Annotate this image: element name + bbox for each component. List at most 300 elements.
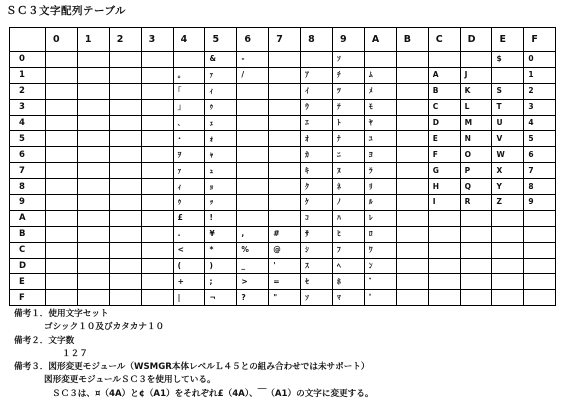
char-cell: - [237,52,269,68]
char-cell: B [428,83,460,99]
char-cell: , [237,226,269,242]
char-cell: 0 [524,52,556,68]
char-cell: ｧ [205,67,237,83]
column-header: A [364,28,396,52]
char-cell [396,226,428,242]
char-cell: T [492,99,524,115]
char-cell [396,52,428,68]
char-cell: % [237,242,269,258]
table-header-row [10,28,556,52]
note-line: 図形変更モジュールＳＣ３を使用している。 [44,375,216,386]
note-line: ＳＣ３は、¤（4A）と¢（A1）をそれぞれ£（4A）、￣（A1）の文字に変更する。 [52,388,374,399]
char-cell [428,210,460,226]
char-cell: ｣ [173,99,205,115]
char-cell [524,258,556,274]
char-cell [428,226,460,242]
char-cell [141,83,173,99]
char-cell: ｨ [205,83,237,99]
char-cell [141,147,173,163]
char-cell [109,179,141,195]
char-cell [77,163,109,179]
column-header: 3 [141,28,173,52]
char-cell [396,83,428,99]
char-cell [46,290,78,306]
char-cell: ﾞ [364,274,396,290]
char-cell: ｶ [301,147,333,163]
char-cell [301,52,333,68]
char-cell: ｼ [301,242,333,258]
char-cell: ｮ [205,179,237,195]
char-cell [46,52,78,68]
char-cell: ﾛ [364,226,396,242]
column-header: 6 [237,28,269,52]
char-cell [237,179,269,195]
char-cell: ･ [173,131,205,147]
table-row [10,290,556,306]
char-cell [460,226,492,242]
table-row [10,210,556,226]
char-cell [237,99,269,115]
char-cell: 1 [524,67,556,83]
table-row [10,242,556,258]
char-cell [77,258,109,274]
char-cell: J [460,67,492,83]
char-cell [109,290,141,306]
char-cell: ﾍ [333,258,365,274]
char-cell: P [460,163,492,179]
char-cell: H [428,179,460,195]
char-cell [492,290,524,306]
note-line: 備考１．使用文字セット [14,309,109,319]
char-cell: ｯ [205,195,237,211]
char-cell [524,290,556,306]
char-cell [77,226,109,242]
char-cell [428,52,460,68]
char-cell: ﾗ [364,163,396,179]
char-cell [492,210,524,226]
char-cell [46,274,78,290]
char-cell: ﾝ [364,258,396,274]
char-cell: " [269,290,301,306]
row-header: B [10,226,46,242]
char-cell: ｡ [173,67,205,83]
table-row [10,52,556,68]
char-cell: ﾏ [333,290,365,306]
char-cell [237,83,269,99]
char-cell: C [428,99,460,115]
char-cell [141,226,173,242]
char-cell [396,242,428,258]
char-cell: V [492,131,524,147]
char-cell: ｿ [301,290,333,306]
char-cell [269,115,301,131]
char-cell: ｱ [301,67,333,83]
char-cell [269,210,301,226]
char-cell [492,274,524,290]
char-cell [109,195,141,211]
column-header: C [428,28,460,52]
row-header: 3 [10,99,46,115]
char-cell [364,52,396,68]
char-cell: ｫ [205,131,237,147]
char-cell [109,99,141,115]
note-line: 備考２．文字数 [14,335,75,346]
row-header: 2 [10,83,46,99]
char-cell [141,163,173,179]
row-header: A [10,210,46,226]
char-cell: ｽ [301,258,333,274]
char-cell: 9 [524,195,556,211]
char-cell: 8 [524,179,556,195]
char-cell [77,131,109,147]
column-header: 8 [301,28,333,52]
char-cell [46,163,78,179]
row-header: F [10,290,46,306]
char-cell: U [492,115,524,131]
char-cell [524,226,556,242]
char-cell [46,258,78,274]
char-cell [492,226,524,242]
char-cell: X [492,163,524,179]
char-cell: > [237,274,269,290]
char-cell [269,52,301,68]
char-cell [141,115,173,131]
char-cell [109,258,141,274]
char-cell [460,274,492,290]
column-header: 2 [109,28,141,52]
table-row [10,163,556,179]
char-cell [396,67,428,83]
char-cell: ﾈ [333,179,365,195]
char-cell [237,210,269,226]
char-cell [396,147,428,163]
char-cell [109,163,141,179]
char-cell: ｧ [173,163,205,179]
char-cell: ﾔ [364,115,396,131]
char-cell: | [173,290,205,306]
char-cell [269,131,301,147]
char-cell [141,258,173,274]
char-cell: S [492,83,524,99]
char-cell: ﾅ [333,131,365,147]
char-cell [77,179,109,195]
char-cell [109,52,141,68]
char-cell [109,210,141,226]
char-cell: ﾑ [364,67,396,83]
table-row [10,226,556,242]
char-cell [269,67,301,83]
char-cell: ﾙ [364,195,396,211]
char-cell [428,290,460,306]
char-cell [524,274,556,290]
char-cell: ﾕ [364,131,396,147]
char-cell: Y [492,179,524,195]
char-cell [46,195,78,211]
table-row [10,131,556,147]
char-cell: ﾚ [364,210,396,226]
char-cell [269,179,301,195]
char-cell: W [492,147,524,163]
column-header: 5 [205,28,237,52]
char-cell [460,258,492,274]
char-cell [77,274,109,290]
table-row [10,99,556,115]
row-header: 5 [10,131,46,147]
note-line: １２７ [62,348,88,359]
char-cell [428,258,460,274]
char-cell [46,210,78,226]
char-cell [237,115,269,131]
char-cell [396,258,428,274]
char-cell [237,147,269,163]
table-row [10,147,556,163]
char-cell: ﾄ [333,115,365,131]
char-cell: ｨ [173,179,205,195]
char-cell: D [428,115,460,131]
char-cell: + [173,274,205,290]
char-cell: ｾ [301,274,333,290]
char-cell: L [460,99,492,115]
table-row [10,83,556,99]
char-cell [269,195,301,211]
char-cell [46,226,78,242]
char-cell: ﾋ [333,226,365,242]
char-cell: A [428,67,460,83]
char-cell [460,242,492,258]
char-cell: ; [205,274,237,290]
char-cell: ｵ [301,131,333,147]
row-header: 7 [10,163,46,179]
char-cell: # [269,226,301,242]
corner-cell [10,28,46,52]
char-cell [141,179,173,195]
char-cell [109,226,141,242]
char-cell: ﾃ [333,99,365,115]
document-title: ＳＣ３文字配列テーブル [6,5,127,17]
char-cell: ﾊ [333,210,365,226]
char-cell [237,195,269,211]
notes-section [14,308,373,401]
char-cell [428,242,460,258]
char-cell [109,131,141,147]
char-cell: K [460,83,492,99]
char-cell [237,131,269,147]
row-header: 0 [10,52,46,68]
char-cell: ) [205,258,237,274]
char-cell: 7 [524,163,556,179]
row-header: 6 [10,147,46,163]
char-cell: ? [237,290,269,306]
char-cell [77,147,109,163]
char-cell: ｸ [301,179,333,195]
char-cell [46,83,78,99]
char-cell [141,274,173,290]
char-cell [396,99,428,115]
table-row [10,274,556,290]
char-cell [77,290,109,306]
char-cell [396,131,428,147]
char-cell [141,52,173,68]
char-cell: < [173,242,205,258]
char-cell: ｹ [301,195,333,211]
char-cell: & [205,52,237,68]
row-header: 9 [10,195,46,211]
char-cell [109,147,141,163]
character-table [9,27,556,306]
char-cell [396,195,428,211]
char-cell: ¬ [205,290,237,306]
char-cell [77,115,109,131]
char-cell: * [205,242,237,258]
note-line: ゴシック１０及びカタカナ１０ [44,322,165,333]
char-cell [46,242,78,258]
table-row [10,115,556,131]
char-cell [269,99,301,115]
char-cell: ｩ [173,195,205,211]
row-header: 8 [10,179,46,195]
char-cell: @ [269,242,301,258]
char-cell [141,131,173,147]
char-cell: ﾟ [364,290,396,306]
char-cell [109,274,141,290]
char-cell: ｭ [205,163,237,179]
char-cell: ﾇ [333,163,365,179]
char-cell [77,99,109,115]
char-cell [141,99,173,115]
char-cell [237,163,269,179]
char-cell: ! [205,210,237,226]
char-cell [141,242,173,258]
char-cell: Z [492,195,524,211]
char-cell: ｿ [333,52,365,68]
char-cell [460,210,492,226]
char-cell: ﾂ [333,83,365,99]
char-cell [46,115,78,131]
char-cell [269,163,301,179]
char-cell [269,83,301,99]
char-cell [46,67,78,83]
char-cell: 6 [524,147,556,163]
char-cell: ' [269,258,301,274]
char-cell: ﾉ [333,195,365,211]
char-cell: N [460,131,492,147]
char-cell: ｦ [173,147,205,163]
char-cell: ｬ [205,147,237,163]
char-cell: I [428,195,460,211]
char-cell [524,210,556,226]
char-cell: ﾓ [364,99,396,115]
note-line: 備考３．図形変更モジュール（WSMGR本体レベルＬ４５との組み合わせでは未サポート） [14,362,370,373]
row-header: 4 [10,115,46,131]
char-cell: ｲ [301,83,333,99]
char-cell: . [173,226,205,242]
char-cell: ｳ [301,99,333,115]
char-cell [492,258,524,274]
char-cell: ﾌ [333,242,365,258]
column-header: 1 [77,28,109,52]
char-cell [109,242,141,258]
column-header: 7 [269,28,301,52]
char-cell [492,242,524,258]
char-cell: ｻ [301,226,333,242]
char-cell [396,179,428,195]
table-row [10,195,556,211]
char-cell [109,115,141,131]
char-cell: £ [173,210,205,226]
char-cell [460,290,492,306]
char-cell: ﾜ [364,242,396,258]
char-cell [492,67,524,83]
char-cell [396,210,428,226]
char-cell [77,67,109,83]
char-cell [77,210,109,226]
char-cell [109,83,141,99]
char-cell: ｷ [301,163,333,179]
char-cell: 4 [524,115,556,131]
char-cell: 2 [524,83,556,99]
char-cell: ﾖ [364,147,396,163]
char-cell [77,83,109,99]
char-cell: ｩ [205,99,237,115]
char-cell [460,52,492,68]
char-cell [428,274,460,290]
column-header: 4 [173,28,205,52]
char-cell [46,99,78,115]
char-cell: ｪ [205,115,237,131]
char-cell: ､ [173,115,205,131]
char-cell: ｢ [173,83,205,99]
char-cell [109,67,141,83]
char-cell: M [460,115,492,131]
char-cell [46,179,78,195]
char-cell: ﾆ [333,147,365,163]
char-cell: $ [492,52,524,68]
char-cell: ( [173,258,205,274]
char-cell [141,195,173,211]
char-cell: R [460,195,492,211]
char-cell: 3 [524,99,556,115]
char-cell: Q [460,179,492,195]
char-cell: 5 [524,131,556,147]
char-cell [396,290,428,306]
table-row [10,67,556,83]
char-cell [173,52,205,68]
row-header: 1 [10,67,46,83]
char-cell: ｴ [301,115,333,131]
char-cell: F [428,147,460,163]
char-cell [46,147,78,163]
row-header: C [10,242,46,258]
char-cell [77,242,109,258]
char-cell [396,274,428,290]
column-header: B [396,28,428,52]
char-cell [269,147,301,163]
char-cell [396,163,428,179]
column-header: F [524,28,556,52]
char-cell [524,242,556,258]
char-cell: E [428,131,460,147]
char-cell: ﾁ [333,67,365,83]
char-cell: O [460,147,492,163]
char-cell [46,131,78,147]
table-row [10,258,556,274]
char-cell: / [237,67,269,83]
row-header: D [10,258,46,274]
row-header: E [10,274,46,290]
char-cell: ﾎ [333,274,365,290]
char-cell [141,210,173,226]
char-cell: = [269,274,301,290]
